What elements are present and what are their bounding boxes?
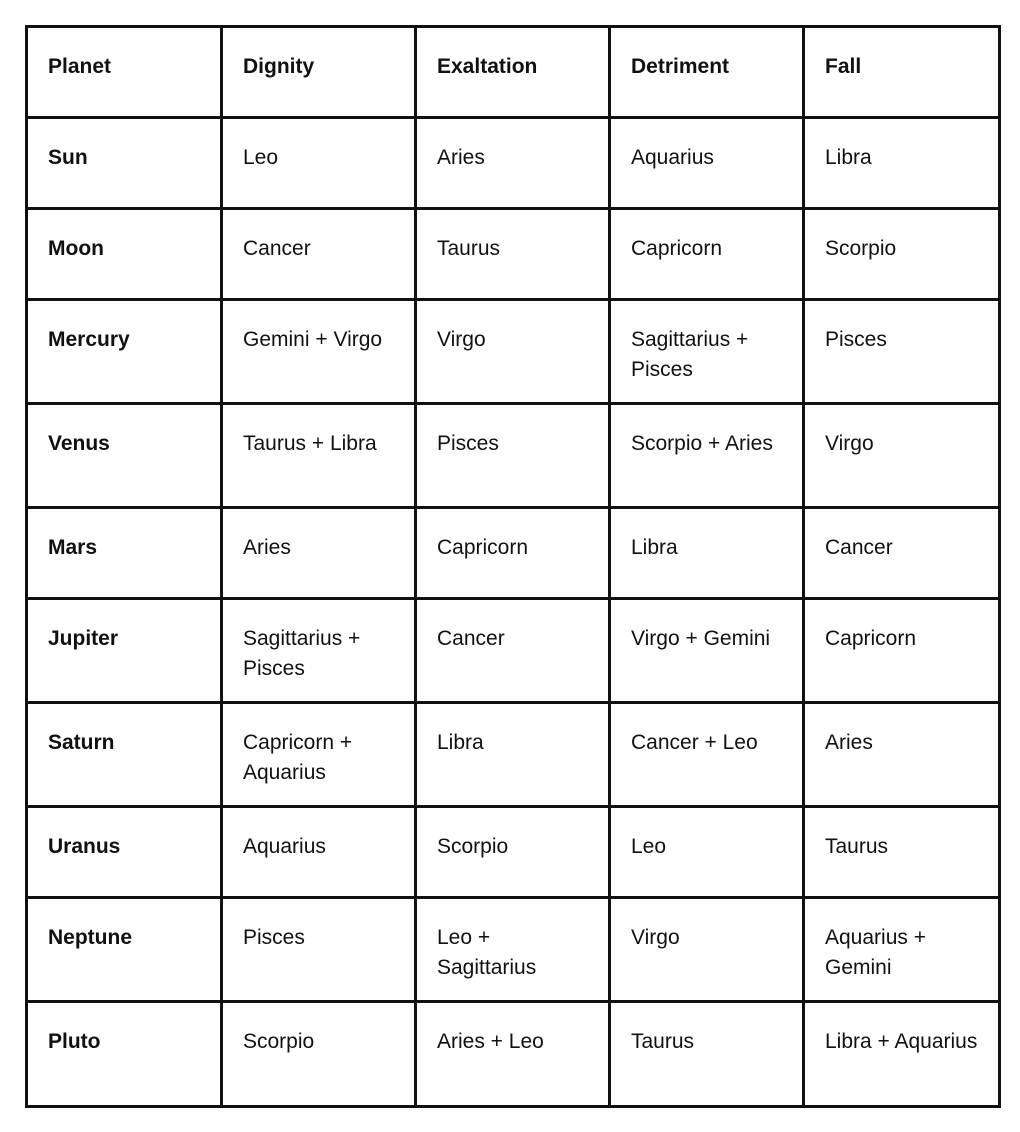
dignity-cell: Pisces [222, 898, 416, 1002]
fall-cell: Cancer [804, 508, 1000, 599]
table-row [27, 599, 1000, 703]
table-row [27, 898, 1000, 1002]
fall-cell: Libra + Aquarius [804, 1002, 1000, 1107]
fall-cell: Pisces [804, 300, 1000, 404]
table-row [27, 118, 1000, 209]
planet-cell: Sun [27, 118, 222, 209]
detriment-cell: Scorpio + Aries [610, 404, 804, 508]
table-row [27, 1002, 1000, 1107]
planet-cell: Pluto [27, 1002, 222, 1107]
planet-cell: Jupiter [27, 599, 222, 703]
header-dignity: Dignity [222, 27, 416, 118]
exaltation-cell: Libra [416, 703, 610, 807]
table-row [27, 404, 1000, 508]
fall-cell: Capricorn [804, 599, 1000, 703]
dignity-cell: Aries [222, 508, 416, 599]
planet-cell: Mercury [27, 300, 222, 404]
detriment-cell: Taurus [610, 1002, 804, 1107]
fall-cell: Aries [804, 703, 1000, 807]
dignity-cell: Capricorn + Aquarius [222, 703, 416, 807]
exaltation-cell: Aries [416, 118, 610, 209]
planet-cell: Uranus [27, 807, 222, 898]
detriment-cell: Cancer + Leo [610, 703, 804, 807]
dignity-cell: Aquarius [222, 807, 416, 898]
exaltation-cell: Cancer [416, 599, 610, 703]
table-row [27, 209, 1000, 300]
header-fall: Fall [804, 27, 1000, 118]
exaltation-cell: Virgo [416, 300, 610, 404]
exaltation-cell: Taurus [416, 209, 610, 300]
table-row [27, 508, 1000, 599]
planet-cell: Moon [27, 209, 222, 300]
planet-cell: Venus [27, 404, 222, 508]
dignity-cell: Leo [222, 118, 416, 209]
dignity-cell: Scorpio [222, 1002, 416, 1107]
detriment-cell: Libra [610, 508, 804, 599]
detriment-cell: Aquarius [610, 118, 804, 209]
table-row [27, 807, 1000, 898]
detriment-cell: Virgo [610, 898, 804, 1002]
header-exaltation: Exaltation [416, 27, 610, 118]
detriment-cell: Leo [610, 807, 804, 898]
detriment-cell: Sagittarius + Pisces [610, 300, 804, 404]
table-row [27, 703, 1000, 807]
header-detriment: Detriment [610, 27, 804, 118]
detriment-cell: Virgo + Gemini [610, 599, 804, 703]
dignity-cell: Taurus + Libra [222, 404, 416, 508]
exaltation-cell: Capricorn [416, 508, 610, 599]
dignity-cell: Cancer [222, 209, 416, 300]
dignity-cell: Sagittarius + Pisces [222, 599, 416, 703]
header-planet: Planet [27, 27, 222, 118]
exaltation-cell: Leo + Sagittarius [416, 898, 610, 1002]
dignity-cell: Gemini + Virgo [222, 300, 416, 404]
detriment-cell: Capricorn [610, 209, 804, 300]
header-row [27, 27, 1000, 118]
planet-cell: Mars [27, 508, 222, 599]
planet-cell: Neptune [27, 898, 222, 1002]
exaltation-cell: Pisces [416, 404, 610, 508]
fall-cell: Taurus [804, 807, 1000, 898]
planet-cell: Saturn [27, 703, 222, 807]
planetary-dignities-table [25, 25, 1001, 1108]
fall-cell: Virgo [804, 404, 1000, 508]
fall-cell: Libra [804, 118, 1000, 209]
exaltation-cell: Scorpio [416, 807, 610, 898]
exaltation-cell: Aries + Leo [416, 1002, 610, 1107]
fall-cell: Scorpio [804, 209, 1000, 300]
table-row [27, 300, 1000, 404]
fall-cell: Aquarius + Gemini [804, 898, 1000, 1002]
